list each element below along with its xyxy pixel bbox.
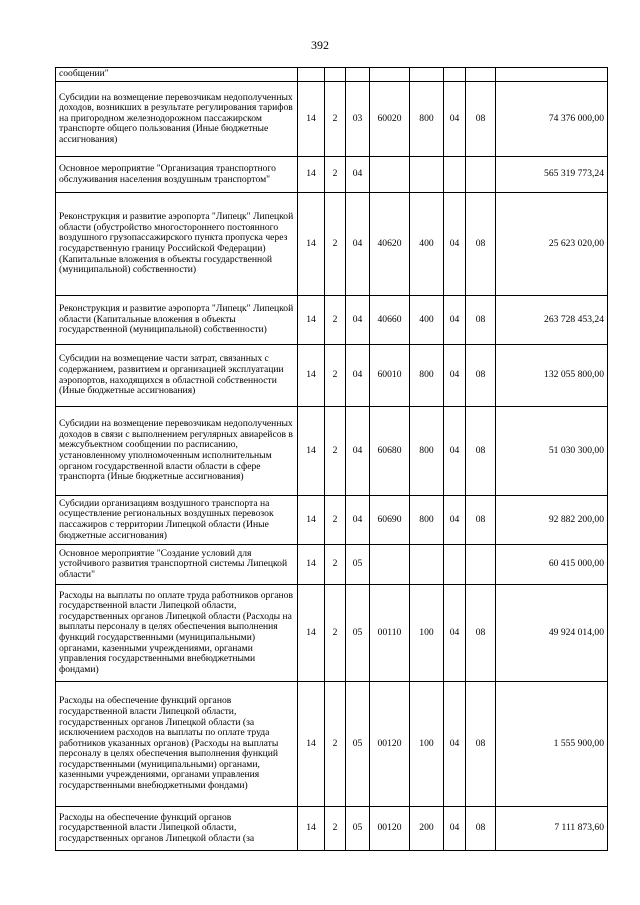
table-row (56, 496, 608, 545)
section-code: 04 (444, 407, 466, 496)
subsection-code: 08 (466, 82, 496, 157)
subsection-code (466, 157, 496, 193)
expense-type: 800 (410, 407, 444, 496)
program-code (298, 68, 325, 82)
section-code (444, 157, 466, 193)
expense-type: 400 (410, 193, 444, 296)
program-code: 14 (298, 807, 325, 851)
direction-code: 40660 (370, 296, 410, 345)
subprogram-code: 2 (325, 157, 346, 193)
expense-type (410, 545, 444, 585)
amount: 565 319 773,24 (496, 157, 608, 193)
direction-code: 60680 (370, 407, 410, 496)
subprogram-code: 2 (325, 345, 346, 407)
subsection-code: 08 (466, 296, 496, 345)
amount: 92 882 200,00 (496, 496, 608, 545)
subsection-code: 08 (466, 807, 496, 851)
amount: 1 555 900,00 (496, 682, 608, 807)
direction-code: 60010 (370, 345, 410, 407)
section-code: 04 (444, 193, 466, 296)
event-code: 05 (346, 682, 370, 807)
program-code: 14 (298, 157, 325, 193)
event-code: 05 (346, 807, 370, 851)
section-code: 04 (444, 296, 466, 345)
row-name: Расходы на обеспечение функций органов государственной власти Липецкой области, государственных органов Липецкой области (за исключением расходов на выплаты по оплате труда работников указанных органов) (Расходы на выплаты персоналу в целях обеспечения выполнения функций государственными (муниципальными) органами, казенными учреждениями, органами управления государственными внебюджетными фондами) (56, 682, 298, 807)
row-name: Основное мероприятие "Создание условий для устойчивого развития транспортной системы Липецкой области" (56, 545, 298, 585)
amount: 51 030 300,00 (496, 407, 608, 496)
subprogram-code: 2 (325, 496, 346, 545)
section-code: 04 (444, 807, 466, 851)
budget-table (55, 67, 608, 851)
table-row (56, 68, 608, 82)
section-code: 04 (444, 82, 466, 157)
event-code: 03 (346, 82, 370, 157)
subsection-code: 08 (466, 585, 496, 682)
section-code (444, 68, 466, 82)
direction-code: 60020 (370, 82, 410, 157)
row-name: Расходы на выплаты по оплате труда работников органов государственной власти Липецкой области, государственных органов Липецкой области (Расходы на выплаты персоналу в целях обеспечения выполнения функций государственными (муниципальными) органами, казенными учреждениями, органами управления государственными внебюджетными фондами) (56, 585, 298, 682)
expense-type: 800 (410, 496, 444, 545)
direction-code: 00110 (370, 585, 410, 682)
direction-code: 60690 (370, 496, 410, 545)
amount: 132 055 800,00 (496, 345, 608, 407)
program-code: 14 (298, 545, 325, 585)
table-row (56, 157, 608, 193)
table-row (56, 296, 608, 345)
row-name: Основное мероприятие "Организация транспортного обслуживания населения воздушным транспортом" (56, 157, 298, 193)
program-code: 14 (298, 345, 325, 407)
section-code: 04 (444, 345, 466, 407)
program-code: 14 (298, 193, 325, 296)
subprogram-code (325, 68, 346, 82)
subprogram-code: 2 (325, 545, 346, 585)
program-code: 14 (298, 407, 325, 496)
section-code: 04 (444, 585, 466, 682)
amount: 7 111 873,60 (496, 807, 608, 851)
event-code: 04 (346, 157, 370, 193)
subprogram-code: 2 (325, 296, 346, 345)
section-code: 04 (444, 682, 466, 807)
direction-code (370, 68, 410, 82)
amount: 60 415 000,00 (496, 545, 608, 585)
program-code: 14 (298, 585, 325, 682)
subsection-code (466, 545, 496, 585)
direction-code (370, 157, 410, 193)
table-row (56, 545, 608, 585)
direction-code (370, 545, 410, 585)
expense-type (410, 157, 444, 193)
amount: 49 924 014,00 (496, 585, 608, 682)
program-code: 14 (298, 682, 325, 807)
subsection-code: 08 (466, 496, 496, 545)
program-code: 14 (298, 496, 325, 545)
page-number: 392 (311, 38, 329, 52)
subsection-code: 08 (466, 345, 496, 407)
program-code: 14 (298, 82, 325, 157)
table-row (56, 682, 608, 807)
table-row (56, 585, 608, 682)
event-code: 04 (346, 193, 370, 296)
amount: 74 376 000,00 (496, 82, 608, 157)
event-code: 04 (346, 407, 370, 496)
expense-type: 100 (410, 682, 444, 807)
program-code: 14 (298, 296, 325, 345)
expense-type (410, 68, 444, 82)
subsection-code (466, 68, 496, 82)
subprogram-code: 2 (325, 807, 346, 851)
table-row (56, 407, 608, 496)
event-code (346, 68, 370, 82)
direction-code: 00120 (370, 807, 410, 851)
expense-type: 100 (410, 585, 444, 682)
amount (496, 68, 608, 82)
table-row (56, 193, 608, 296)
row-name: Субсидии на возмещение части затрат, связанных с содержанием, развитием и организацией эксплуатации аэропортов, находящихся в областной собственности (Иные бюджетные ассигнования) (56, 345, 298, 407)
direction-code: 00120 (370, 682, 410, 807)
expense-type: 400 (410, 296, 444, 345)
subsection-code: 08 (466, 682, 496, 807)
row-name: сообщении" (56, 68, 298, 82)
subprogram-code: 2 (325, 82, 346, 157)
table-row (56, 807, 608, 851)
direction-code: 40620 (370, 193, 410, 296)
subsection-code: 08 (466, 193, 496, 296)
event-code: 05 (346, 545, 370, 585)
table-row (56, 345, 608, 407)
event-code: 04 (346, 296, 370, 345)
table-row (56, 82, 608, 157)
event-code: 04 (346, 496, 370, 545)
event-code: 05 (346, 585, 370, 682)
row-name: Субсидии организациям воздушного транспорта на осуществление региональных воздушных перевозок пассажиров с территории Липецкой области (Иные бюджетные ассигнования) (56, 496, 298, 545)
row-name: Субсидии на возмещение перевозчикам недополученных доходов в связи с выполнением регулярных авиарейсов в межсубъектном сообщении по расписанию, установленному уполномоченным исполнительным органом государственной власти области в сфере транспорта (Иные бюджетные ассигнования) (56, 407, 298, 496)
expense-type: 200 (410, 807, 444, 851)
subprogram-code: 2 (325, 193, 346, 296)
subsection-code: 08 (466, 407, 496, 496)
expense-type: 800 (410, 345, 444, 407)
subprogram-code: 2 (325, 682, 346, 807)
subprogram-code: 2 (325, 585, 346, 682)
amount: 263 728 453,24 (496, 296, 608, 345)
amount: 25 623 020,00 (496, 193, 608, 296)
section-code: 04 (444, 496, 466, 545)
subprogram-code: 2 (325, 407, 346, 496)
row-name: Реконструкция и развитие аэропорта "Липецк" Липецкой области (Капитальные вложения в объекты государственной (муниципальной) собственности) (56, 296, 298, 345)
expense-type: 800 (410, 82, 444, 157)
row-name: Субсидии на возмещение перевозчикам недополученных доходов, возникших в результате регулирования тарифов на пригородном железнодорожном пассажирском транспорте общего пользования (Иные бюджетные ассигнования) (56, 82, 298, 157)
section-code (444, 545, 466, 585)
row-name: Расходы на обеспечение функций органов государственной власти Липецкой области, государственных органов Липецкой области (за (56, 807, 298, 851)
row-name: Реконструкция и развитие аэропорта "Липецк" Липецкой области (обустройство многостороннего постоянного воздушного грузопассажирского пункта пропуска через государственную границу Российской Федерации) (Капитальные вложения в объекты государственной (муниципальной) собственности) (56, 193, 298, 296)
event-code: 04 (346, 345, 370, 407)
